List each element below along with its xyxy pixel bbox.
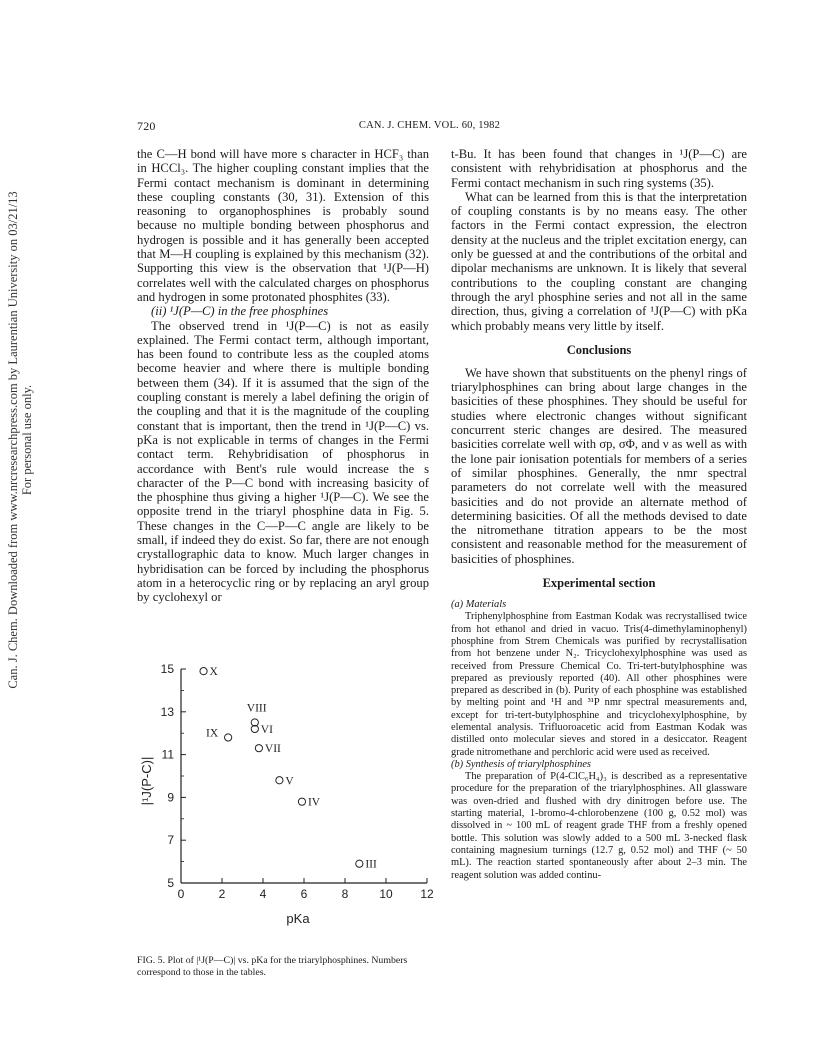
- page-number: 720: [137, 119, 156, 133]
- y-axis-label: |¹J(P-C)|: [139, 756, 154, 806]
- y-tick-label: 11: [161, 747, 174, 762]
- x-tick-label: 6: [300, 887, 308, 901]
- point-label-VII: VII: [264, 743, 281, 756]
- point-label-VIII: VIII: [246, 702, 267, 715]
- figure-5-plot: [137, 655, 437, 960]
- data-point-V: [276, 777, 283, 784]
- watermark-line-1: Can. J. Chem. Downloaded from www.nrcresearchpress.com by Laurentian University on 03/21/13: [6, 191, 20, 689]
- page-header: [137, 119, 722, 133]
- watermark-line-2: For personal use only.: [20, 384, 34, 496]
- synthesis-heading: (b) Synthesis of triarylphosphines: [451, 758, 591, 770]
- materials-heading: (a) Materials: [451, 599, 507, 611]
- left-column: [137, 147, 429, 605]
- y-tick-label: 9: [167, 790, 174, 805]
- right-column: [451, 147, 747, 882]
- left-paragraph-2: The observed trend in ¹J(P—C) is not as easily explained. The Fermi contact term, although important, has been found to contribute less as the coupled atoms become heavier and where there is multiple bonding between them (34). If it is assumed that the sign of the coupling constant is merely a label defining the origin of the coupling and that it is the magnitude of the coupling constant that is important, then the trend in ¹J(P—C) vs. pKa is not explicable in terms of changes in the Fermi contact term. Rehybridisation of phosphorus in accordance with Bent's rule would increase the s character of the P—C bond with increasing basicity of the phosphine thus giving a higher ¹J(P—C). We see the opposite trend in the triaryl phosphine data in Fig. 5. These changes in the C—P—C angle are likely to be small, if indeed they do exist. So far, there are not enough crystallographic data to know. Much larger changes in hybridisation can be forced by including the phosphorus atom in a heterocyclic ring or by replacing an aryl group by cyclohexyl or: [137, 318, 429, 605]
- data-point-X: [200, 668, 207, 675]
- x-tick-label: 0: [177, 887, 185, 901]
- left-paragraph-1: the C—H bond will have more s character in HCF₃ than in HCCl₃. The higher coupling constant implies that the Fermi contact mechanism is dominant in determining these coupling constants (30, 31). Extension of this reasoning to organophosphines is probably sound because no multiple bonding between phosphorus and hydrogen is possible and it has generally been accepted that M—H coupling is explained by this mechanism (32). Supporting this view is the observation that ¹J(P—H) correlates well with the calculated charges on phosphorus and hydrogen in some protonated phosphites (33).: [137, 147, 429, 304]
- journal-running-head: CAN. J. CHEM. VOL. 60, 1982: [358, 120, 501, 131]
- point-label-IV: IV: [307, 796, 321, 809]
- synthesis-paragraph: The preparation of P(4-ClC₆H₄)₃ is described as a representative procedure for the preparation of the triarylphosphines. All glassware was oven-dried and flushed with dry dinitrogen before use. The starting material, 1-bromo-4-chlorobenzene (100 g, 0.52 mol) was dissolved in ~ 100 mL of reagent grade THF from a freshly opened bottle. This solution was slowly added to a 500 mL 3-necked flask containing magnesium turnings (12.7 g, 0.52 mol) and THF (~ 50 mL). The reaction started spontaneously after about 2–3 min. The reagent solution was added continu-: [451, 771, 747, 881]
- right-paragraph-1: t-Bu. It has been found that changes in ¹J(P—C) are consistent with rehybridisation at phosphorus and the Fermi contact mechanism in such ring systems (35).: [451, 147, 747, 190]
- y-tick-label: 7: [167, 833, 174, 848]
- point-label-III: III: [365, 858, 377, 871]
- x-tick-label: 2: [218, 887, 226, 901]
- data-point-III: [356, 860, 363, 867]
- data-point-IV: [298, 798, 305, 805]
- data-point-IX: [225, 734, 232, 741]
- materials-paragraph: Triphenylphosphine from Eastman Kodak was recrystallised twice from hot ethanol and dried in vacuo. Tris(4-dimethylaminophenyl) phosphine from Strem Chemicals was purified by recrystallisation from hot benzene under N₂. Tricyclohexylphosphine was used as received from Pressure Chemical Co. Tri-tert-butylphosphine was prepared as previously reported (40). All other phosphines were prepared as described in (b). Purity of each phosphine was established by melting point and ¹H and ³¹P nmr spectral measurements and, except for tri-tert-butylphosphine and tricyclohexylphosphine, by elemental analysis. Trifluoroacetic acid from Eastman Kodak was distilled onto molecular sieves and stored in a desiccator. Reagent grade nitromethane and perchloric acid were used as received.: [451, 611, 747, 758]
- data-point-VII: [255, 745, 262, 752]
- point-label-IX: IX: [206, 727, 219, 740]
- y-tick-label: 13: [160, 704, 174, 719]
- x-axis-label: pKa: [286, 911, 310, 926]
- point-label-VI: VI: [260, 723, 273, 736]
- y-tick-label: 5: [167, 876, 174, 890]
- right-paragraph-2: What can be learned from this is that the interpretation of coupling constants is by no means easy. The other factors in the Fermi contact expression, the electron density at the nucleus and the triplet excitation energy, can only be guessed at and the contributions of the orbital and dipolar mechanisms are unknown. It is likely that several contributions to the coupling constant are changing through the aryl phosphine series and not all in the same direction, thus, giving a correlation of ¹J(P—C) with pKa which probably means very little by itself.: [451, 189, 747, 333]
- x-tick-label: 8: [341, 887, 349, 901]
- download-watermark: [6, 140, 36, 740]
- subsection-heading: (ii) ¹J(P—C) in the free phosphines: [151, 304, 329, 319]
- x-tick-label: 4: [259, 887, 267, 901]
- x-tick-label: 12: [420, 887, 434, 901]
- conclusions-paragraph: We have shown that substituents on the phenyl rings of triarylphosphines can bring about large changes in the basicities of these phosphines. They should be useful for studies where electronic changes without significant concurrent steric changes are desired. The measured basicities correlate well with σp, σΦ, and ν as well as with the lone pair ionisation potentials for members of a series of similar phosphines. Generally, the nmr spectral parameters do not correlate well with the measured basicities and do not provide an alternate method of determining basicities. Of all the methods devised to date the nitromethane titration appears to be the most consistent and reasonable method for the measurement of basicities of phosphines.: [451, 365, 747, 566]
- conclusions-heading: Conclusions: [566, 342, 632, 357]
- point-label-V: V: [285, 775, 294, 788]
- figure-caption: FIG. 5. Plot of |¹J(P—C)| vs. pKa for the triarylphosphines. Numbers correspond to those in the tables.: [137, 955, 408, 978]
- y-tick-label: 15: [160, 662, 174, 676]
- x-tick-label: 10: [379, 887, 393, 901]
- scatter-chart: [137, 655, 437, 955]
- experimental-heading: Experimental section: [542, 576, 656, 591]
- point-label-X: X: [209, 666, 218, 679]
